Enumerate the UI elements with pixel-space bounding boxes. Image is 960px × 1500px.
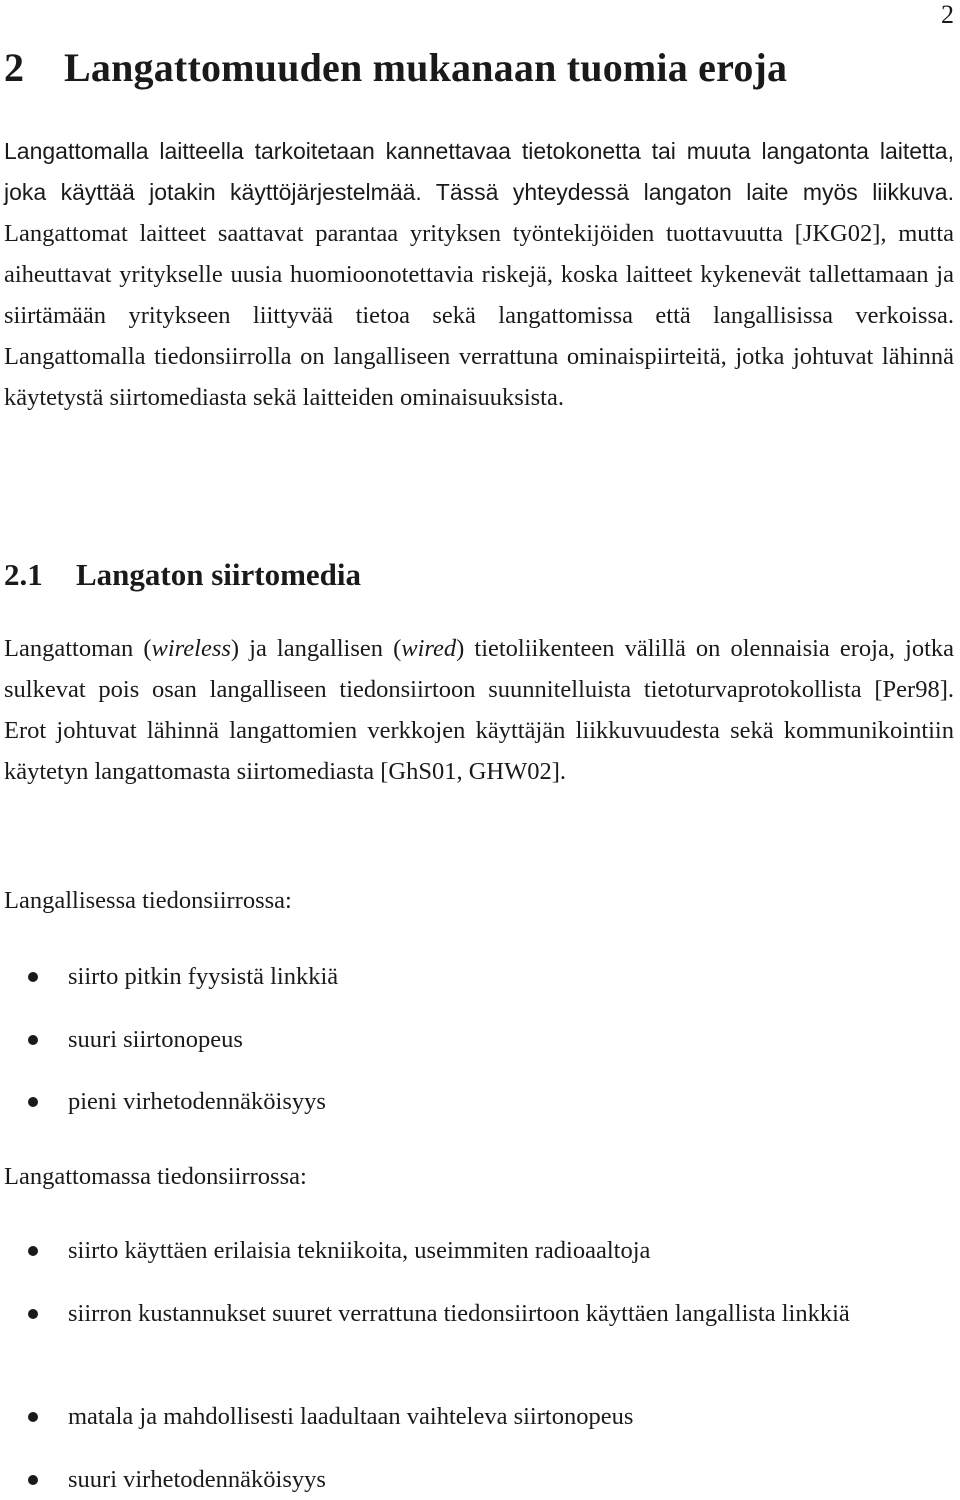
list-item-text: suuri virhetodennäköisyys <box>68 1466 326 1493</box>
section-title <box>4 553 361 597</box>
bullet-icon <box>28 1035 38 1045</box>
bullet-icon <box>28 972 38 982</box>
wired-list-intro: Langallisessa tiedonsiirrossa: <box>4 887 292 914</box>
chapter-number: 2 <box>4 45 25 90</box>
wireless-list-intro: Langattomassa tiedonsiirrossa: <box>4 1163 307 1190</box>
section-para-part3: ) tietoliikenteen välillä on olennaisia eroja, jotka sulkevat pois osan langalliseen tiedonsiirtoon suunnitelluista tietoturvaprotokollista [Per98]. Erot johtuvat lähinnä langattomien verkkojen käyttäjän liikkuvuudesta sekä kommunikointiin käytetyn langattomasta siirtomediasta [GhS01, GHW02]. <box>4 635 955 785</box>
intro-paragraph <box>4 131 954 418</box>
intro-serif-text: Langattomat laitteet saattavat parantaa yrityksen työntekijöiden tuottavuutta [JKG02], mutta aiheuttavat yritykselle uusia huomioonotettavia riskejä, koska laitteet kykenevät tallettamaan ja siirtämään yritykseen liittyvää tietoa sekä langattomissa että langallisissa verkoissa. Langattomalla tiedonsiirrolla on langalliseen verrattuna ominaispiirteitä, jotka johtuvat lähinnä käytetystä siirtomediasta sekä laitteiden ominaisuuksista. <box>4 220 954 411</box>
section-number: 2.1 <box>4 557 43 592</box>
bullet-icon <box>28 1412 38 1422</box>
intro-sans-text: Langattomalla laitteella tarkoitetaan kannettavaa tietokonetta tai muuta langatonta laitetta, joka käyttää jotakin käyttöjärjestelmää. Tässä yhteydessä langaton laite myös liikkuva. <box>4 138 954 205</box>
list-item-text: suuri siirtonopeus <box>68 1026 243 1053</box>
bullet-icon <box>28 1475 38 1485</box>
chapter-title-text: Langattomuuden mukanaan tuomia eroja <box>64 45 788 90</box>
list-item-text: matala ja mahdollisesti laadultaan vaihteleva siirtonopeus <box>68 1403 634 1430</box>
list-item-text: pieni virhetodennäköisyys <box>68 1088 326 1115</box>
section-paragraph <box>4 628 954 792</box>
bullet-icon <box>28 1246 38 1256</box>
section-para-italic-wireless: wireless <box>151 635 231 662</box>
section-title-text: Langaton siirtomedia <box>76 557 362 592</box>
list-item-text: siirto käyttäen erilaisia tekniikoita, useimmiten radioaaltoja <box>68 1237 651 1264</box>
section-para-part2: ) ja langallisen ( <box>230 635 402 662</box>
section-para-part1: Langattoman ( <box>4 635 152 662</box>
list-item-text: siirron kustannukset suuret verrattuna tiedonsiirtoon käyttäen langallista linkkiä <box>68 1300 850 1327</box>
section-para-italic-wired: wired <box>401 635 457 662</box>
page-number: 2 <box>941 0 954 29</box>
list-item-text: siirto pitkin fyysistä linkkiä <box>68 963 339 990</box>
bullet-icon <box>28 1097 38 1107</box>
bullet-icon <box>28 1309 38 1319</box>
chapter-title <box>4 44 787 92</box>
